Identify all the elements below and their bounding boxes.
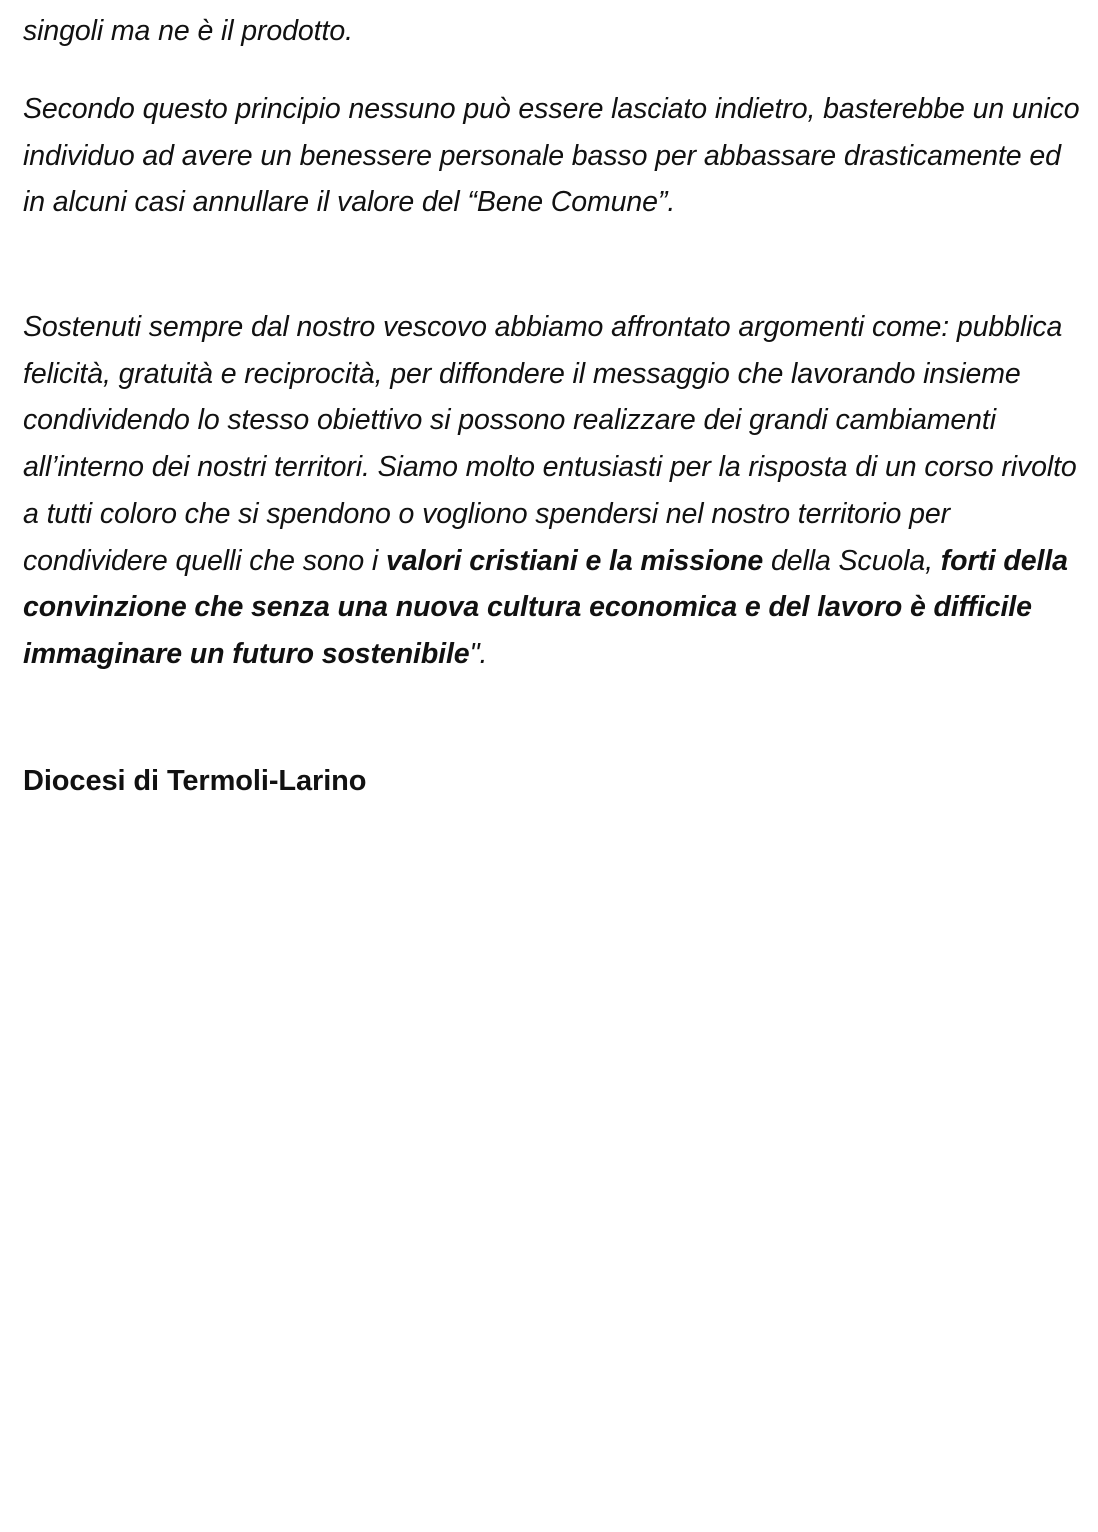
- paragraph-3-text-1: Sostenuti sempre dal nostro vescovo abbiamo affrontato argomenti come: pubblica felicità, gratuità e reciprocità, per diffondere il messaggio che lavorando insieme condividendo lo stesso obiettivo si possono realizzare dei grandi cambiamenti all’interno dei nostri territori. Siamo molto entusiasti per la risposta di un corso rivolto a tutti coloro che si spendono o vogliono spendersi nel nostro territorio per condividere quelli che sono i: [23, 311, 1077, 577]
- paragraph-3-text-2: della Scuola,: [763, 544, 941, 577]
- paragraph-3: [23, 304, 1081, 678]
- signature: Diocesi di Termoli-Larino: [23, 765, 367, 797]
- paragraph-1: singoli ma ne è il prodotto.: [23, 15, 353, 47]
- emphasis-conviction: forti della convinzione che senza una nuova cultura economica e del lavoro è difficile immaginare un futuro sostenibile: [23, 544, 1068, 670]
- paragraph-2: Secondo questo principio nessuno può essere lasciato indietro, basterebbe un unico individuo ad avere un benessere personale basso per abbassare drasticamente ed in alcuni casi annullare il valore del “Bene Comune”.: [23, 93, 1080, 219]
- emphasis-christian-values: valori cristiani e la missione: [385, 544, 764, 577]
- paragraph-3-text-3: ".: [469, 637, 488, 670]
